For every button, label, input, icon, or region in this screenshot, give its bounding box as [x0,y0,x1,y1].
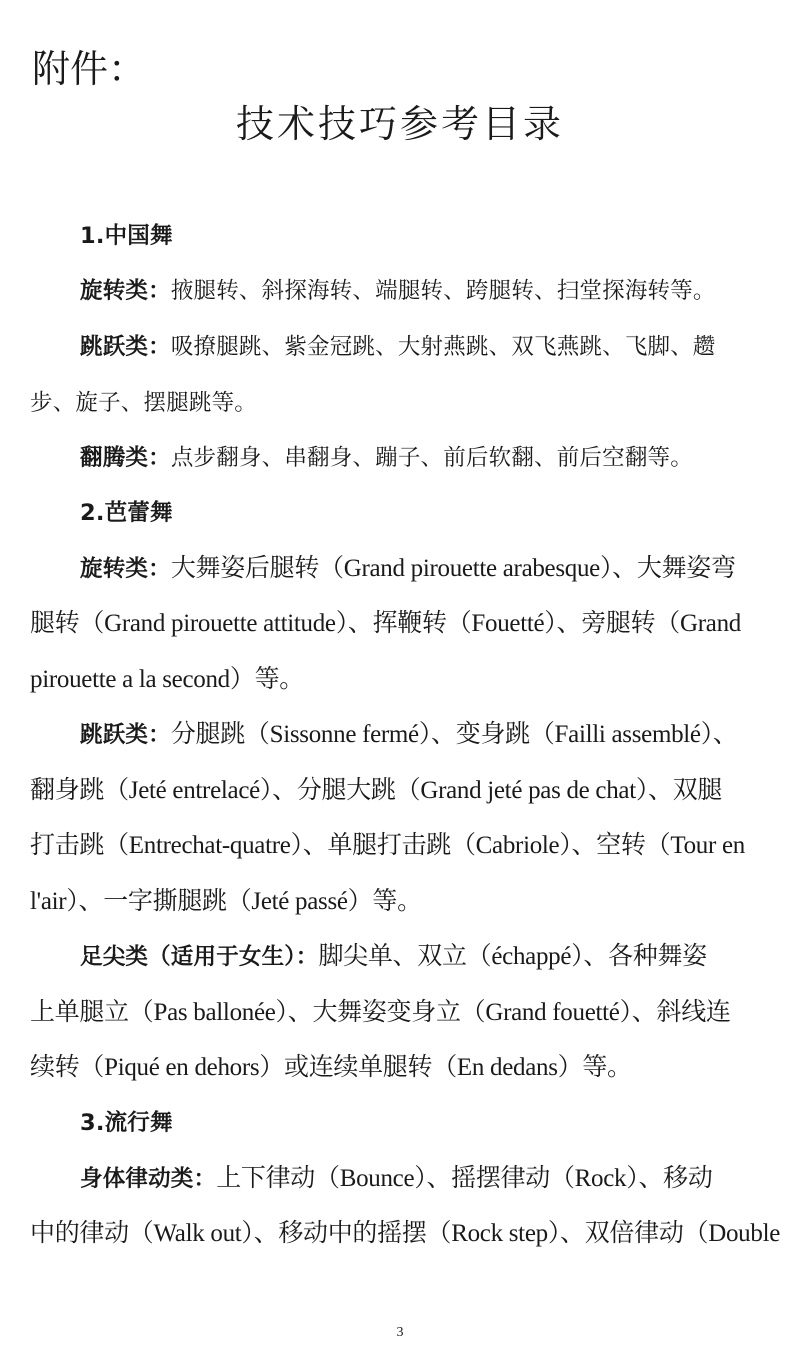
paragraph-ballet-jump [80,719,768,751]
section-heading-popular-dance: 3.流行舞 [80,1110,173,1136]
section-heading-chinese-dance: 1.中国舞 [80,223,173,249]
paragraph-text: 吸撩腿跳、紫金冠跳、大射燕跳、双飞燕跳、飞脚、趱 [170,334,716,360]
paragraph-text: 步、旋子、摆腿跳等。 [30,390,258,416]
paragraph-ballet-pointe [80,941,768,973]
section-heading-ballet: 2.芭蕾舞 [80,500,173,526]
paragraph-text: 上下律动（Bounce）、摇摆律动（Rock）、移动 [216,1165,713,1192]
category-label: 旋转类： [80,278,171,304]
paragraph-text: pirouette a la second）等。 [30,666,304,693]
paragraph-chinese-spin [80,275,768,307]
paragraph-chinese-jump [80,331,768,363]
paragraph-popular-groove [80,1163,768,1195]
paragraph-ballet-spin [80,553,768,585]
category-label: 旋转类： [80,556,171,582]
paragraph-text: 分腿跳（Sissonne fermé）、变身跳（Failli assemblé）、 [170,721,738,748]
paragraph-text: 点步翻身、串翻身、蹦子、前后软翻、前后空翻等。 [170,445,693,471]
page-title: 技术技巧参考目录 [235,102,564,146]
paragraph-text: 上单腿立（Pas ballonée）、大舞姿变身立（Grand fouetté）、斜线连 [30,999,731,1026]
category-label: 跳跃类： [80,334,171,360]
attachment-label: 附件： [32,47,147,91]
category-label: 翻腾类： [80,445,171,471]
paragraph-chinese-tumble [80,442,768,474]
paragraph-text: 大舞姿后腿转（Grand pirouette arabesque）、大舞姿弯 [170,555,736,582]
category-label: 身体律动类： [80,1166,217,1192]
paragraph-text: 掖腿转、斜探海转、端腿转、跨腿转、扫堂探海转等。 [170,278,716,304]
paragraph-text: 翻身跳（Jeté entrelacé）、分腿大跳（Grand jeté pas de chat）、双腿 [30,777,723,804]
paragraph-text: 腿转（Grand pirouette attitude）、挥鞭转（Fouetté）、旁腿转（Grand [30,610,741,637]
category-label: 跳跃类： [80,722,171,748]
paragraph-text: 脚尖单、双立（échappé）、各种舞姿 [318,943,707,970]
page-number: 3 [396,1325,404,1340]
paragraph-text: 打击跳（Entrechat-quatre）、单腿打击跳（Cabriole）、空转（Tour en [30,832,745,859]
paragraph-text: 中的律动（Walk out）、移动中的摇摆（Rock step）、双倍律动（Double [30,1220,781,1247]
paragraph-text: 续转（Piqué en dehors）或连续单腿转（En dedans）等。 [30,1054,632,1081]
category-label: 足尖类（适用于女生）： [80,944,319,970]
paragraph-text: l'air）、一字撕腿跳（Jeté passé）等。 [30,888,422,915]
